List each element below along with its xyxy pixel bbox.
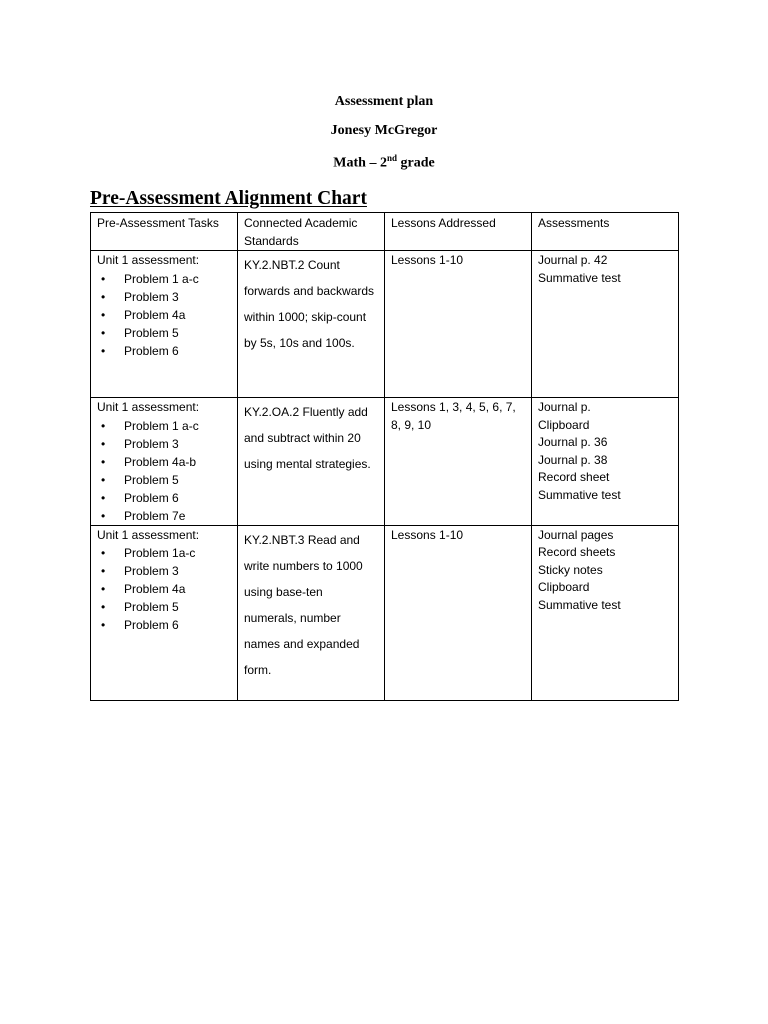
task-intro: Unit 1 assessment:	[97, 400, 200, 414]
list-item: • Problem 6	[97, 616, 231, 634]
table-header-row	[91, 213, 679, 251]
list-item: Journal pages	[538, 527, 614, 542]
table-row	[91, 398, 679, 526]
list-item: Record sheet	[538, 470, 610, 484]
tasks-cell	[91, 525, 238, 700]
list-item: Sticky notes	[538, 562, 603, 577]
list-item: • Problem 1 a-c	[97, 417, 231, 435]
alignment-table	[90, 212, 679, 701]
list-item: • Problem 5	[97, 471, 231, 489]
subject-prefix: Math – 2	[333, 155, 387, 171]
column-header: Connected Academic Standards	[238, 213, 385, 251]
standard-cell: KY.2.NBT.2 Count forwards and backwards within 1000; skip-count by 5s, 10s and 100s.	[238, 251, 385, 398]
list-item: Clipboard	[538, 417, 590, 432]
list-item: Summative test	[538, 270, 621, 285]
table-row	[91, 251, 679, 398]
tasks-cell	[91, 398, 238, 526]
subject-suffix: grade	[396, 155, 435, 171]
lessons-cell: Lessons 1, 3, 4, 5, 6, 7, 8, 9, 10	[385, 398, 532, 526]
list-item: • Problem 1a-c	[97, 544, 231, 562]
assessments-cell	[532, 398, 679, 526]
subject-superscript: nd	[386, 153, 397, 163]
list-item: • Problem 6	[97, 489, 231, 507]
column-header: Lessons Addressed	[385, 213, 532, 251]
list-item: • Problem 4a	[97, 580, 231, 598]
tasks-cell	[91, 251, 238, 398]
list-item: • Problem 3	[97, 435, 231, 453]
table-row	[91, 525, 679, 700]
column-header: Pre-Assessment Tasks	[91, 213, 238, 251]
list-item: • Problem 6	[97, 342, 231, 360]
list-item: • Problem 5	[97, 598, 231, 616]
list-item: • Problem 5	[97, 324, 231, 342]
assessments-cell	[532, 525, 679, 700]
list-item: Summative test	[538, 597, 621, 612]
chart-title: Pre-Assessment Alignment Chart	[90, 188, 367, 209]
list-item: • Problem 7e	[97, 507, 231, 525]
list-item: Journal p. 38	[538, 452, 608, 467]
document-title: Assessment plan	[334, 94, 434, 109]
problem-list	[97, 544, 231, 634]
author-name: Jonesy McGregor	[330, 123, 438, 138]
list-item: Journal p.	[538, 400, 591, 414]
assessments-cell	[532, 251, 679, 398]
list-item: • Problem 3	[97, 562, 231, 580]
problem-list	[97, 270, 231, 360]
list-item: • Problem 4a	[97, 306, 231, 324]
task-intro: Unit 1 assessment:	[97, 527, 200, 542]
list-item: Clipboard	[538, 580, 590, 594]
problem-list	[97, 417, 231, 525]
list-item: • Problem 4a-b	[97, 453, 231, 471]
standard-cell: KY.2.OA.2 Fluently add and subtract within 20 using mental strategies.	[238, 398, 385, 526]
subject-grade	[0, 153, 768, 172]
list-item: Journal p. 42	[538, 253, 608, 267]
list-item: • Problem 3	[97, 288, 231, 306]
standard-cell: KY.2.NBT.3 Read and write numbers to 1000 using base-ten numerals, number names and expanded form.	[238, 525, 385, 700]
list-item: • Problem 1 a-c	[97, 270, 231, 288]
lessons-cell: Lessons 1-10	[385, 525, 532, 700]
lessons-cell: Lessons 1-10	[385, 251, 532, 398]
list-item: Summative test	[538, 487, 621, 502]
list-item: Record sheets	[538, 545, 616, 559]
column-header: Assessments	[532, 213, 679, 251]
task-intro: Unit 1 assessment:	[97, 253, 200, 267]
list-item: Journal p. 36	[538, 435, 608, 449]
